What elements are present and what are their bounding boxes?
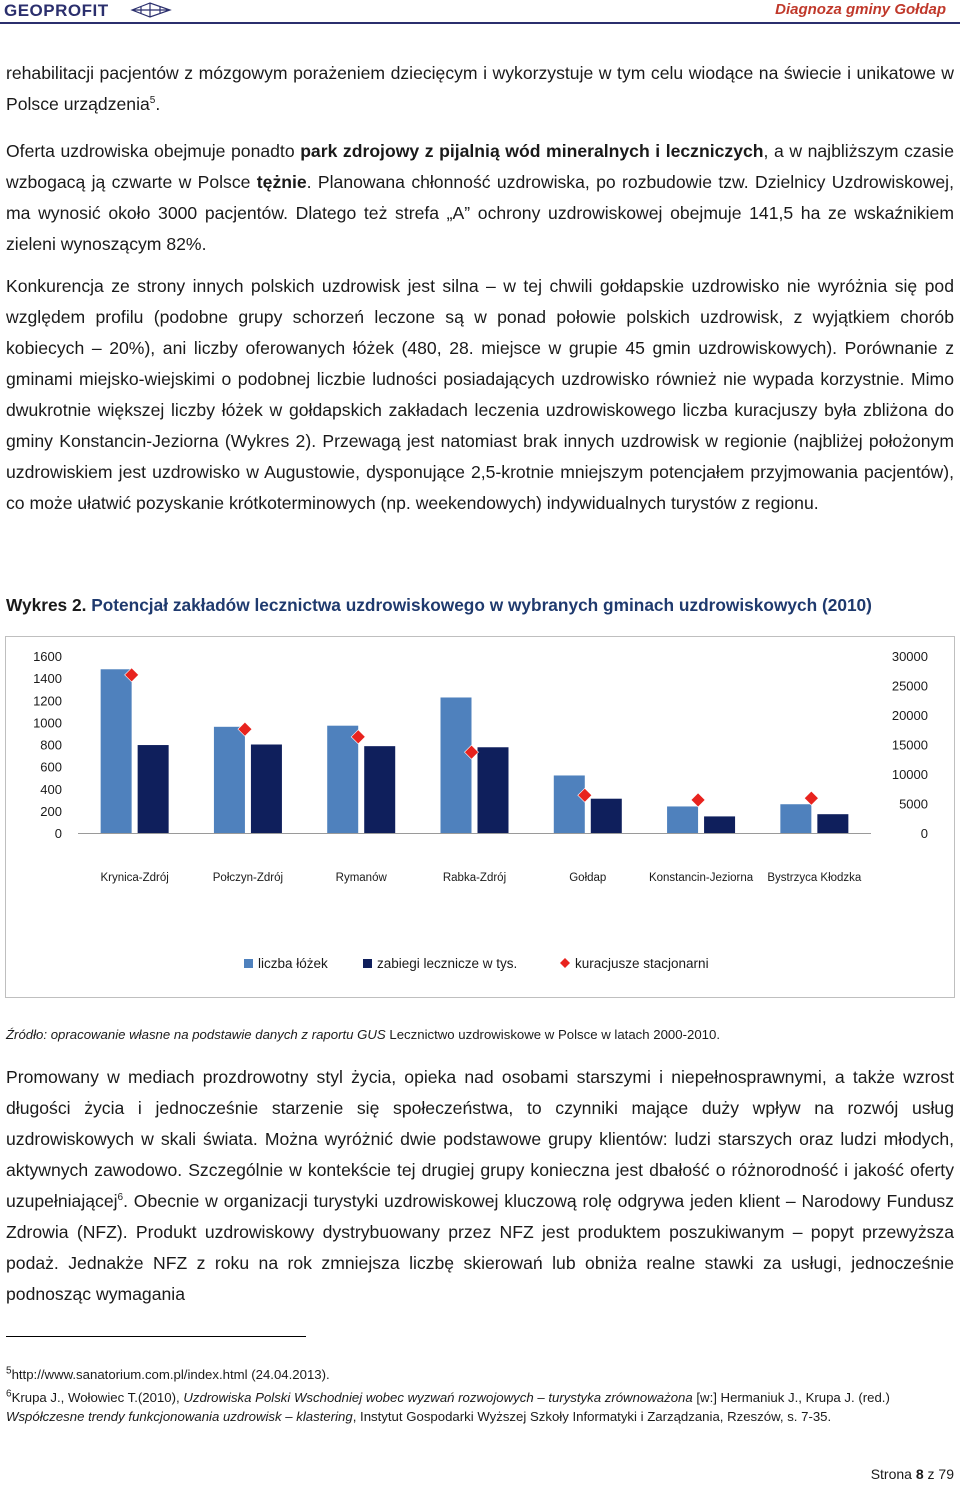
bar-liczba-lozek (667, 806, 698, 833)
bar-zabiegi (364, 746, 395, 833)
header-divider (0, 22, 960, 24)
bar-zabiegi (591, 799, 622, 833)
bar-liczba-lozek (554, 775, 585, 833)
y-right-tick-label: 30000 (891, 649, 928, 664)
source-italic: Źródło: opracowanie własne na podstawie danych z raportu GUS (6, 1027, 390, 1042)
page-label: Strona (870, 1466, 916, 1482)
y-left-tick-label: 600 (40, 759, 62, 775)
bar-chart (6, 637, 954, 997)
y-left-tick-label: 1400 (33, 671, 62, 687)
bar-liczba-lozek (441, 697, 472, 833)
footnote-6 (6, 1388, 954, 1426)
geoprofit-logo: GEOPROFIT (4, 1, 109, 20)
footnote-6-number: 6 (6, 1388, 12, 1400)
y-right-tick-label: 15000 (891, 737, 928, 753)
x-category-label: Krynica-Zdrój (100, 872, 169, 884)
legend-liczba-lozek-label: liczba łóżek (258, 956, 328, 971)
footnote-6-title: Uzdrowiska Polski Wschodniej wobec wyzwań rozwojowych – turystyka zrównoważona (183, 1390, 693, 1405)
bar-liczba-lozek (327, 726, 358, 833)
y-left-tick-label: 400 (40, 781, 62, 797)
source-title: Lecznictwo uzdrowiskowe w Polsce w latach 2000-2010. (389, 1027, 720, 1042)
paragraph-2-bold-park: park zdrojowy z pijalnią wód mineralnych i leczniczych (300, 141, 764, 161)
footnote-6-book: Współczesne trendy funkcjonowania uzdrowisk – klastering (6, 1409, 353, 1424)
legend-zabiegi-label: zabiegi lecznicze w tys. (377, 956, 518, 971)
paragraph-2-text-c: , a w najbliższym czasie wzbogacą ją czwarte w Polsce (6, 141, 954, 192)
x-category-label: Gołdap (569, 872, 607, 884)
y-left-tick-label: 800 (40, 737, 62, 753)
footnote-ref-6[interactable]: 6 (117, 1192, 124, 1204)
x-category-label: Rabka-Zdrój (442, 872, 507, 884)
page-number (871, 1466, 954, 1482)
paragraph-2 (6, 136, 954, 260)
x-category-label: Konstancin-Jeziorna (648, 872, 754, 884)
y-right-tick-label: 5000 (899, 796, 928, 812)
bar-zabiegi (138, 745, 169, 833)
chart-container (5, 636, 955, 998)
page-header (0, 0, 960, 24)
paragraph-1-text: rehabilitacji pacjentów z mózgowym porażeniem dziecięcym i wykorzystuje w tym celu wiodące na świecie i unikatowe w Polsce urządzenia (6, 63, 954, 114)
paragraph-1-end: . (155, 94, 161, 114)
bar-liczba-lozek (101, 669, 132, 833)
page-current: 8 (915, 1466, 924, 1482)
x-category-label: Bystrzyca Kłodzka (767, 872, 862, 884)
legend-kuracjusze-swatch (560, 958, 570, 968)
footnote-5 (6, 1365, 954, 1384)
bar-liczba-lozek (780, 804, 811, 833)
paragraph-2-bold-teznie: tężnie (256, 172, 307, 192)
paragraph-4 (6, 1062, 954, 1310)
paragraph-3: Konkurencja ze strony innych polskich uzdrowisk jest silna – w tej chwili gołdapskie uzdrowisko nie wyróżnia się pod względem profilu (podobne grupy schorzeń leczone są w ponad połowie polskich uzdrowisk, z wyjątkiem chorób kobiecych – 20%), ani liczby oferowanych łóżek (480, 28. miejsce w grupie 45 gmin uzdrowiskowych). Porównanie z gminami miejsko-wiejskimi o podobnej liczbie ludności posiadających uzdrowisko również nie wypada korzystnie. Mimo dwukrotnie większej liczby łóżek w gołdapskich zakładach leczenia uzdrowiskowego liczba kuracjuszy była zbliżona do gminy Konstancin-Jeziorna (Wykres 2). Przewagą jest natomiast brak innych uzdrowisk w regionie (najbliżej położonym uzdrowiskiem jest uzdrowisko w Augustowie, dysponujące 2,5-krotnie mniejszym potencjałem przyjmowania pacjentów), co może ułatwić pozyskanie krótkoterminowych (np. weekendowych) indywidualnych turystów z regionu. (6, 276, 954, 513)
logo-mark-icon (130, 1, 172, 19)
paragraph-2-text-e: . Planowana chłonność uzdrowiska, po rozbudowie tzw. Dzielnicy Uzdrowiskowej, ma wynosić około 3000 pacjentów. Dlatego też strefa „A” ochrony uzdrowiskowej obejmuje 141,5 ha ze wskaźnikiem zieleni wynoszącym 82%. (6, 172, 954, 254)
caption-label: Wykres 2. (6, 595, 87, 615)
y-left-tick-label: 0 (54, 826, 62, 841)
legend-liczba-lozek-swatch (244, 959, 253, 968)
y-left-tick-label: 1600 (33, 649, 62, 664)
footnote-6-authors: Krupa J., Wołowiec T.(2010), (11, 1390, 184, 1405)
footnote-ref-5[interactable]: 5 (149, 95, 156, 107)
y-left-tick-label: 1200 (33, 693, 62, 709)
marker-kuracjusze (804, 791, 818, 805)
legend-kuracjusze-label: kuracjusze stacjonarni (575, 956, 709, 971)
marker-kuracjusze (691, 793, 705, 807)
bar-zabiegi (478, 747, 509, 833)
chart-source (6, 1027, 720, 1042)
bar-zabiegi (817, 814, 848, 833)
bar-liczba-lozek (214, 727, 245, 833)
footnote-5-link[interactable]: http://www.sanatorium.com.pl/index.html (24.04.2013). (11, 1367, 330, 1382)
y-left-tick-label: 200 (40, 803, 62, 819)
y-right-tick-label: 20000 (891, 708, 928, 723)
page-total: 79 (938, 1466, 954, 1482)
x-category-label: Połczyn-Zdrój (212, 872, 284, 884)
footnote-divider (6, 1336, 306, 1337)
paragraph-4-text-b: . Obecnie w organizacji turystyki uzdrowiskowej kluczową rolę odgrywa jeden klient – Narodowy Fundusz Zdrowia (NFZ). Produkt uzdrowiskowy dystrybuowany przez NFZ jest produktem poszukiwanym – popyt przewyższa podaż. Jednakże NFZ z roku na rok zmniejsza liczbę skierowań lub obniża realne stawki za usługi, jednocześnie podnosząc wymagania (6, 1191, 954, 1304)
caption-text: Potencjał zakładów lecznictwa uzdrowiskowego w wybranych gminach uzdrowiskowych (2010) (86, 595, 872, 615)
y-left-tick-label: 1000 (33, 715, 62, 731)
document-title: Diagnoza gminy Gołdap (775, 1, 946, 18)
page-separator: z (923, 1466, 939, 1482)
paragraph-1 (6, 58, 954, 120)
paragraph-4-text-a: Promowany w mediach prozdrowotny styl życia, opieka nad osobami starszymi i niepełnosprawnymi, a także wzrost długości życia i jednocześnie starzenie się społeczeństwa, to czynniki mające duży wpływ na rozwój usług uzdrowiskowych w skali świata. Można wyróżnić dwie podstawowe grupy klientów: ludzi starszych oraz ludzi młodych, aktywnych zawodowo. Szczególnie w kontekście tej drugiej grupy konieczna jest dbałość o różnorodność i jakość oferty uzupełniającej (6, 1067, 954, 1211)
bar-zabiegi (251, 745, 282, 834)
x-category-label: Rymanów (335, 872, 387, 884)
chart-caption (6, 595, 872, 616)
footnote-6-publisher: , Instytut Gospodarki Wyższej Szkoły Informatyki i Zarządzania, Rzeszów, s. 7-35. (352, 1409, 832, 1424)
legend-zabiegi-swatch (363, 959, 372, 968)
paragraph-2-text-a: Oferta uzdrowiska obejmuje ponadto (6, 141, 301, 161)
footnote-6-editors: [w:] Hermaniuk J., Krupa J. (red.) (692, 1390, 890, 1405)
footnote-5-number: 5 (6, 1365, 12, 1377)
y-right-tick-label: 10000 (891, 767, 928, 782)
bar-zabiegi (704, 816, 735, 833)
y-right-tick-label: 0 (920, 826, 928, 841)
y-right-tick-label: 25000 (891, 678, 928, 694)
